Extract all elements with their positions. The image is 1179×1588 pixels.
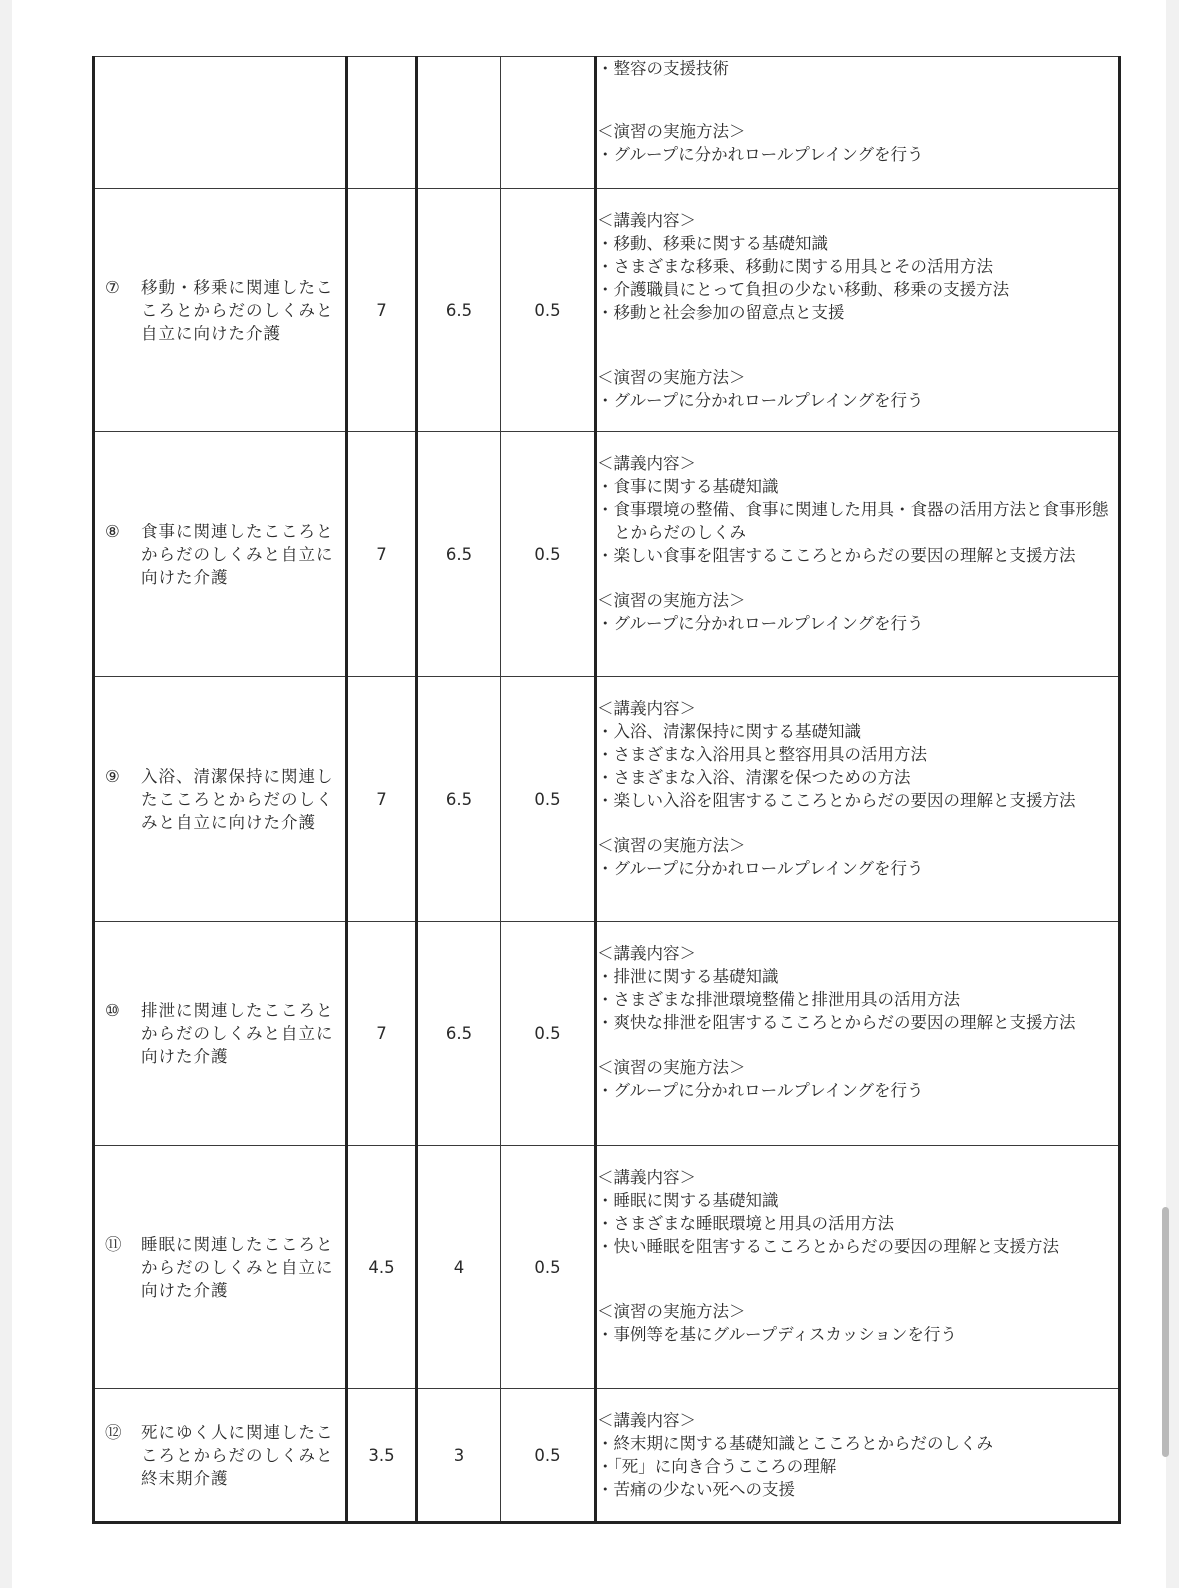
practice-hours-cell: 0.5 [501, 1389, 596, 1523]
content-cell [596, 922, 1120, 1146]
total-hours-cell: 7 [347, 922, 417, 1146]
content-line: ・快い睡眠を阻害するこころとからだの要因の理解と支援方法 [597, 1237, 1059, 1256]
content-line: ・爽快な排泄を阻害するこころとからだの要因の理解と支援方法 [597, 1013, 1076, 1032]
content-line: ・楽しい入浴を阻害するこころとからだの要因の理解と支援方法 [597, 791, 1076, 810]
item-number: ⑧ [105, 521, 120, 541]
method-heading: ＜演習の実施方法＞ [597, 1302, 746, 1321]
content-line: ・「死」に向き合うこころの理解 [597, 1457, 837, 1476]
content-line: ・介護職員にとって負担の少ない移動、移乗の支援方法 [597, 280, 1010, 299]
content-line: ・整容の支援技術 [597, 59, 729, 78]
subject-name: 移動・移乗に関連したこころとからだのしくみと自立に向けた介護 [141, 277, 334, 343]
item-number: ⑨ [105, 766, 120, 786]
lecture-hours-cell: 6.5 [417, 432, 501, 677]
content-line: ・さまざまな入浴、清潔を保つための方法 [597, 768, 911, 787]
method-heading: ＜演習の実施方法＞ [597, 836, 746, 855]
lecture-hours-cell: 3 [417, 1389, 501, 1523]
subject-name: 排泄に関連したこころとからだのしくみと自立に向けた介護 [141, 1001, 334, 1066]
content-cell [596, 1146, 1120, 1389]
content-heading: ＜講義内容＞ [597, 944, 696, 963]
content-heading: ＜講義内容＞ [597, 211, 696, 230]
lecture-hours-cell: 4 [417, 1146, 501, 1389]
content-line: ・睡眠に関する基礎知識 [597, 1191, 779, 1210]
table-row [94, 1389, 1120, 1523]
scrollbar-thumb[interactable] [1162, 1207, 1169, 1457]
item-number: ⑩ [105, 1001, 120, 1020]
curriculum-table [92, 56, 1121, 1524]
lecture-hours-cell: 6.5 [417, 189, 501, 432]
method-line: ・事例等を基にグループディスカッションを行う [597, 1325, 957, 1344]
table-row [94, 189, 1120, 432]
practice-hours-cell: 0.5 [501, 189, 596, 432]
practice-hours-cell: 0.5 [501, 677, 596, 922]
subject-cell [94, 922, 347, 1146]
method-heading: ＜演習の実施方法＞ [597, 1058, 746, 1077]
subject-cell [94, 57, 347, 189]
content-cell [596, 189, 1120, 432]
total-hours-cell: 4.5 [347, 1146, 417, 1389]
subject-cell [94, 677, 347, 922]
subject-name: 睡眠に関連したこころとからだのしくみと自立に向けた介護 [141, 1234, 334, 1300]
method-heading: ＜演習の実施方法＞ [597, 591, 746, 610]
table-row [94, 1146, 1120, 1389]
subject-cell [94, 189, 347, 432]
total-hours-cell: 7 [347, 432, 417, 677]
subject-name: 死にゆく人に関連したこころとからだのしくみと終末期介護 [141, 1422, 334, 1488]
subject-name: 食事に関連したこころとからだのしくみと自立に向けた介護 [141, 521, 334, 587]
method-line: ・グループに分かれロールプレイングを行う [597, 614, 924, 633]
content-line: ・終末期に関する基礎知識とこころとからだのしくみ [597, 1434, 993, 1453]
content-heading: ＜講義内容＞ [597, 454, 696, 473]
practice-hours-cell [501, 57, 596, 189]
table-row [94, 432, 1120, 677]
method-line: ・グループに分かれロールプレイングを行う [597, 859, 924, 878]
method-heading: ＜演習の実施方法＞ [597, 368, 746, 387]
content-line: ・さまざまな入浴用具と整容用具の活用方法 [597, 745, 927, 764]
content-heading: ＜講義内容＞ [597, 1411, 696, 1430]
method-heading: ＜演習の実施方法＞ [597, 122, 746, 141]
document-page [12, 0, 1166, 1588]
total-hours-cell: 3.5 [347, 1389, 417, 1523]
subject-cell [94, 1389, 347, 1523]
content-cell [596, 1389, 1120, 1523]
content-line: ・移動、移乗に関する基礎知識 [597, 234, 828, 253]
subject-cell [94, 1146, 347, 1389]
practice-hours-cell: 0.5 [501, 432, 596, 677]
total-hours-cell: 7 [347, 677, 417, 922]
content-cell [596, 677, 1120, 922]
content-line: ・さまざまな排泄環境整備と排泄用具の活用方法 [597, 990, 960, 1009]
item-number: ⑪ [105, 1234, 122, 1254]
content-line: ・苦痛の少ない死への支援 [597, 1480, 795, 1499]
content-line: ・楽しい食事を阻害するこころとからだの要因の理解と支援方法 [597, 546, 1076, 565]
lecture-hours-cell: 6.5 [417, 922, 501, 1146]
content-line: ・食事に関する基礎知識 [597, 477, 779, 496]
practice-hours-cell: 0.5 [501, 922, 596, 1146]
method-line: ・グループに分かれロールプレイングを行う [597, 145, 924, 164]
item-number: ⑫ [105, 1422, 122, 1442]
content-line: ・排泄に関する基礎知識 [597, 967, 779, 986]
total-hours-cell: 7 [347, 189, 417, 432]
content-heading: ＜講義内容＞ [597, 1168, 696, 1187]
content-line: ・食事環境の整備、食事に関連した用具・食器の活用方法と食事形態とからだのしくみ [597, 500, 1109, 542]
lecture-hours-cell: 6.5 [417, 677, 501, 922]
lecture-hours-cell [417, 57, 501, 189]
subject-cell [94, 432, 347, 677]
table-row [94, 57, 1120, 189]
method-line: ・グループに分かれロールプレイングを行う [597, 391, 924, 410]
method-line: ・グループに分かれロールプレイングを行う [597, 1081, 924, 1100]
content-line: ・入浴、清潔保持に関する基礎知識 [597, 722, 861, 741]
content-cell [596, 57, 1120, 189]
content-line: ・さまざまな移乗、移動に関する用具とその活用方法 [597, 257, 993, 276]
subject-name: 入浴、清潔保持に関連したこころとからだのしくみと自立に向けた介護 [141, 766, 334, 832]
practice-hours-cell: 0.5 [501, 1146, 596, 1389]
content-line: ・さまざまな睡眠環境と用具の活用方法 [597, 1214, 894, 1233]
item-number: ⑦ [105, 277, 120, 297]
content-line: ・移動と社会参加の留意点と支援 [597, 303, 845, 322]
content-cell [596, 432, 1120, 677]
table-row [94, 677, 1120, 922]
total-hours-cell [347, 57, 417, 189]
content-heading: ＜講義内容＞ [597, 699, 696, 718]
table-row [94, 922, 1120, 1146]
